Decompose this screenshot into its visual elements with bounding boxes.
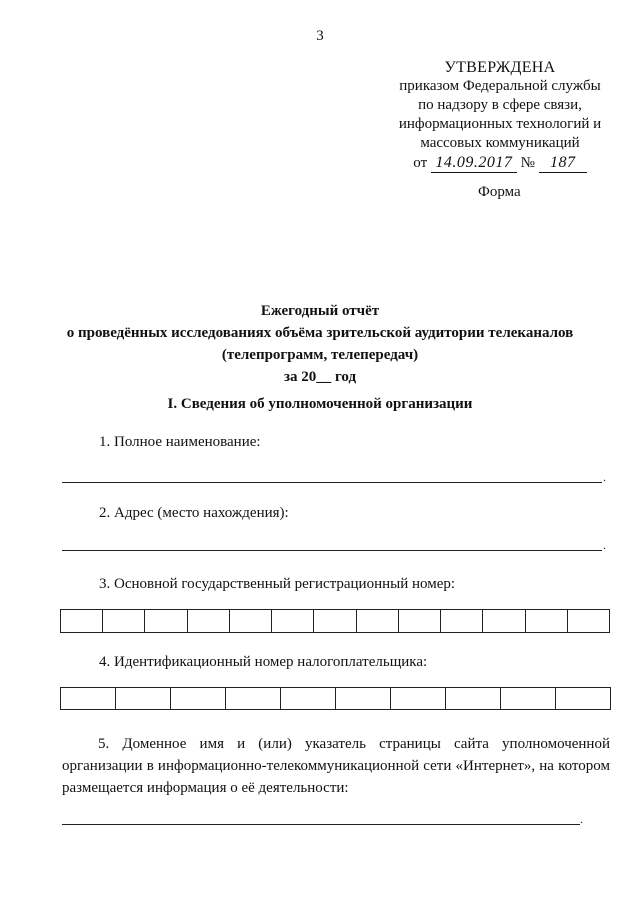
ogrn-cell[interactable]	[188, 610, 230, 632]
inn-cell[interactable]	[281, 688, 336, 709]
ogrn-cell[interactable]	[568, 610, 609, 632]
title-line: о проведённых исследованиях объёма зрительской аудитории телеканалов	[66, 325, 574, 341]
approval-line: по надзору в сфере связи,	[418, 97, 582, 113]
full-name-label: 1. Полное наименование:	[99, 434, 261, 450]
approval-line: информационных технологий и	[398, 116, 602, 132]
inn-cell[interactable]	[336, 688, 391, 709]
inn-cell[interactable]	[171, 688, 226, 709]
full-name-field[interactable]	[62, 482, 602, 483]
inn-cell[interactable]	[226, 688, 281, 709]
line-end-mark: .	[603, 538, 606, 552]
ogrn-grid	[60, 609, 610, 633]
inn-cell[interactable]	[116, 688, 171, 709]
ogrn-cell[interactable]	[483, 610, 525, 632]
inn-label: 4. Идентификационный номер налогоплательщика:	[99, 654, 428, 670]
ogrn-cell[interactable]	[314, 610, 356, 632]
ogrn-cell[interactable]	[145, 610, 187, 632]
ogrn-cell[interactable]	[399, 610, 441, 632]
inn-cell[interactable]	[446, 688, 501, 709]
address-field[interactable]	[62, 550, 602, 551]
handwritten-date: 14.09.2017	[431, 153, 517, 173]
date-prefix: от	[413, 155, 428, 171]
title-line: за 20__ год	[283, 369, 357, 385]
title-line: (телепрограмм, телепередач)	[221, 347, 419, 363]
inn-grid	[60, 687, 611, 710]
approval-line: приказом Федеральной службы	[399, 78, 601, 94]
ogrn-cell[interactable]	[441, 610, 483, 632]
address-label: 2. Адрес (место нахождения):	[99, 505, 289, 521]
approval-block	[385, 58, 615, 173]
approval-heading: УТВЕРЖДЕНА	[444, 59, 556, 76]
ogrn-label: 3. Основной государственный регистрационный номер:	[99, 576, 456, 592]
ogrn-cell[interactable]	[272, 610, 314, 632]
number-prefix: №	[520, 155, 535, 171]
domain-label: 5. Доменное имя и (или) указатель страницы сайта уполномоченной организации в информационно-телекоммуникационной сети «Интернет», на котором размещается информация о её деятельности:	[62, 736, 610, 796]
inn-cell[interactable]	[501, 688, 556, 709]
inn-cell[interactable]	[391, 688, 446, 709]
line-end-mark: .	[603, 470, 606, 484]
page-number: 3	[316, 28, 324, 44]
ogrn-cell[interactable]	[526, 610, 568, 632]
ogrn-cell[interactable]	[357, 610, 399, 632]
ogrn-cell[interactable]	[61, 610, 103, 632]
title-line: Ежегодный отчёт	[260, 303, 380, 319]
order-date-number	[385, 153, 615, 173]
ogrn-cell[interactable]	[230, 610, 272, 632]
ogrn-cell[interactable]	[103, 610, 145, 632]
handwritten-number: 187	[539, 153, 587, 173]
report-title	[0, 300, 640, 388]
section-heading: I. Сведения об уполномоченной организации	[167, 396, 473, 412]
inn-cell[interactable]	[556, 688, 610, 709]
approval-line: массовых коммуникаций	[420, 135, 580, 151]
inn-cell[interactable]	[61, 688, 116, 709]
domain-field[interactable]	[62, 824, 580, 825]
form-label: Форма	[478, 184, 521, 200]
line-end-mark: .	[580, 812, 583, 826]
